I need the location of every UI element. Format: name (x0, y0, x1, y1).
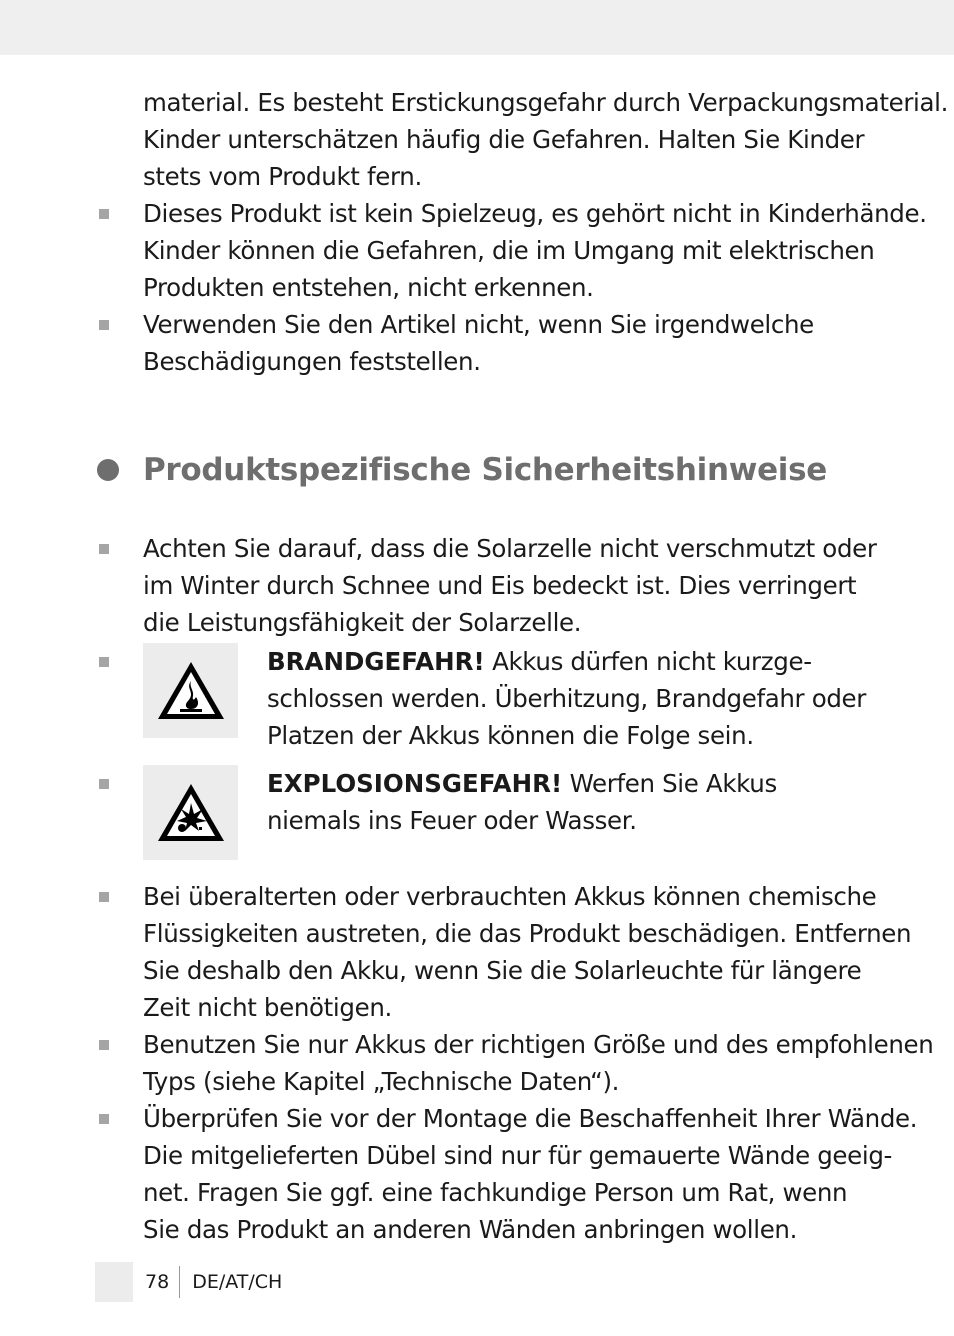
text-line: Beschädigungen feststellen. (143, 347, 481, 376)
list-item (95, 306, 875, 380)
text-line: stets vom Produkt fern. (143, 162, 422, 191)
bullet-square-icon (99, 1114, 109, 1124)
text-line: Zeit nicht benötigen. (143, 993, 392, 1022)
page-footer (95, 1262, 282, 1302)
text-line: Typs (siehe Kapitel „Technische Daten“). (143, 1067, 620, 1096)
text-line (267, 643, 875, 680)
text-line: Kinder unterschätzen häufig die Gefahren. Halten Sie Kinder (143, 125, 865, 154)
fire-warning-item (95, 643, 875, 754)
bullet-square-icon (99, 544, 109, 554)
bullet-square-icon (99, 892, 109, 902)
text-line: Produkten entstehen, nicht erkennen. (143, 273, 594, 302)
text-line: Benutzen Sie nur Akkus der richtigen Größe und des empfohlenen (143, 1030, 934, 1059)
list-item (95, 878, 912, 1026)
warning-text: Akkus dürfen nicht kurzge- (484, 647, 812, 676)
intro-paragraph (143, 84, 949, 195)
text-line: Platzen der Akkus können die Folge sein. (267, 721, 754, 750)
text-line: Die mitgelieferten Dübel sind nur für gemauerte Wände geeig- (143, 1141, 893, 1170)
bullet-square-icon (99, 320, 109, 330)
text-line: net. Fragen Sie ggf. eine fachkundige Person um Rat, wenn (143, 1178, 848, 1207)
footer-divider (179, 1266, 180, 1298)
list-item (95, 1100, 918, 1248)
text-line: Dieses Produkt ist kein Spielzeug, es gehört nicht in Kinderhände. (143, 199, 927, 228)
bullet-square-icon (99, 1040, 109, 1050)
text-line: niemals ins Feuer oder Wasser. (267, 806, 637, 835)
text-line: Sie das Produkt an anderen Wänden anbringen wollen. (143, 1215, 798, 1244)
bullet-square-icon (99, 779, 109, 789)
text-line: Kinder können die Gefahren, die im Umgang mit elektrischen (143, 236, 875, 265)
text-line (267, 765, 875, 802)
text-line: Sie deshalb den Akku, wenn Sie die Solarleuchte für längere (143, 956, 862, 985)
text-line: Flüssigkeiten austreten, die das Produkt beschädigen. Entfernen (143, 919, 912, 948)
language-label: DE/AT/CH (192, 1271, 283, 1293)
warning-text: Werfen Sie Akkus (562, 769, 777, 798)
text-line: die Leistungsfähigkeit der Solarzelle. (143, 608, 582, 637)
heading-dot-icon (97, 459, 119, 481)
section-heading-text: Produktspezifische Sicherheitshinweise (143, 452, 827, 488)
text-line: im Winter durch Schnee und Eis bedeckt ist. Dies verringert (143, 571, 857, 600)
list-item (95, 1026, 934, 1100)
list-item (95, 530, 875, 641)
text-line: material. Es besteht Erstickungsgefahr durch Verpackungsmaterial. (143, 88, 949, 117)
explosive-warning-icon (143, 765, 238, 860)
bullet-square-icon (99, 657, 109, 667)
text-line: schlossen werden. Überhitzung, Brandgefahr oder (267, 684, 867, 713)
footer-box (95, 1262, 133, 1302)
page-content (95, 84, 949, 1248)
list-item (95, 195, 927, 306)
bullet-square-icon (99, 209, 109, 219)
warning-label: EXPLOSIONSGEFAHR! (267, 769, 563, 798)
text-line: Verwenden Sie den Artikel nicht, wenn Sie irgendwelche (143, 310, 814, 339)
page-number: 78 (145, 1271, 170, 1293)
header-band (0, 0, 954, 55)
section-heading (95, 450, 875, 490)
text-line: Bei überalterten oder verbrauchten Akkus können chemische (143, 882, 877, 911)
text-line: Achten Sie darauf, dass die Solarzelle nicht verschmutzt oder (143, 534, 877, 563)
explosion-warning-item (95, 765, 875, 865)
flammable-warning-icon (143, 643, 238, 738)
text-line: Überprüfen Sie vor der Montage die Beschaffenheit Ihrer Wände. (143, 1104, 918, 1133)
warning-label: BRANDGEFAHR! (267, 647, 485, 676)
